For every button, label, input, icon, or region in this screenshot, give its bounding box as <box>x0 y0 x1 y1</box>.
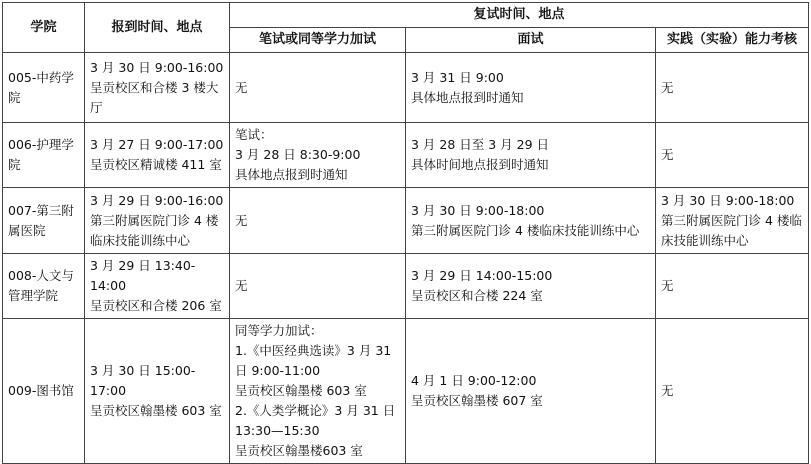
college-cell: 009-图书馆 <box>3 319 85 464</box>
written-cell: 笔试： 3 月 28 日 8:30-9:00 具体地点报到时通知 <box>230 123 406 188</box>
interview-cell: 3 月 29 日 14:00-15:00 呈贡校区和合楼 224 室 <box>406 254 656 319</box>
header-practice: 实践（实验）能力考核 <box>656 28 809 53</box>
header-written: 笔试或同等学力加试 <box>230 28 406 53</box>
practice-cell: 无 <box>656 319 809 464</box>
header-retest: 复试时间、地点 <box>230 3 809 28</box>
college-cell: 005-中药学院 <box>3 53 85 123</box>
table-row <box>3 123 809 188</box>
table-row <box>3 319 809 464</box>
header-row-1 <box>3 3 809 28</box>
registration-cell: 3 月 30 日 9:00-16:00 呈贡校区和合楼 3 楼大厅 <box>85 53 230 123</box>
written-cell: 同等学力加试： 1.《中医经典选读》3 月 31 日 9:00-11:00 呈贡校区翰墨楼 603 室 2.《人类学概论》3 月 31 日 13:30—15:30 呈贡校区翰墨楼603 室 <box>230 319 406 464</box>
table-row <box>3 53 809 123</box>
registration-cell: 3 月 30 日 15:00-17:00 呈贡校区翰墨楼 603 室 <box>85 319 230 464</box>
header-college: 学院 <box>3 3 85 53</box>
interview-cell: 3 月 31 日 9:00 具体地点报到时通知 <box>406 53 656 123</box>
retest-schedule-table <box>2 2 809 464</box>
written-cell: 无 <box>230 188 406 254</box>
practice-cell: 无 <box>656 123 809 188</box>
written-cell: 无 <box>230 53 406 123</box>
table-row <box>3 254 809 319</box>
header-interview: 面试 <box>406 28 656 53</box>
table-row <box>3 188 809 254</box>
practice-cell: 无 <box>656 254 809 319</box>
registration-cell: 3 月 29 日 13:40-14:00 呈贡校区和合楼 206 室 <box>85 254 230 319</box>
registration-cell: 3 月 27 日 9:00-17:00 呈贡校区精诚楼 411 室 <box>85 123 230 188</box>
registration-cell: 3 月 29 日 9:00-16:00 第三附属医院门诊 4 楼临床技能训练中心 <box>85 188 230 254</box>
college-cell: 006-护理学院 <box>3 123 85 188</box>
interview-cell: 4 月 1 日 9:00-12:00 呈贡校区翰墨楼 607 室 <box>406 319 656 464</box>
written-cell: 无 <box>230 254 406 319</box>
practice-cell: 3 月 30 日 9:00-18:00 第三附属医院门诊 4 楼临床技能训练中心 <box>656 188 809 254</box>
interview-cell: 3 月 28 日至 3 月 29 日 具体时间地点报到时通知 <box>406 123 656 188</box>
practice-cell: 无 <box>656 53 809 123</box>
header-registration: 报到时间、地点 <box>85 3 230 53</box>
college-cell: 008-人文与管理学院 <box>3 254 85 319</box>
interview-cell: 3 月 30 日 9:00-18:00 第三附属医院门诊 4 楼临床技能训练中心 <box>406 188 656 254</box>
college-cell: 007-第三附属医院 <box>3 188 85 254</box>
